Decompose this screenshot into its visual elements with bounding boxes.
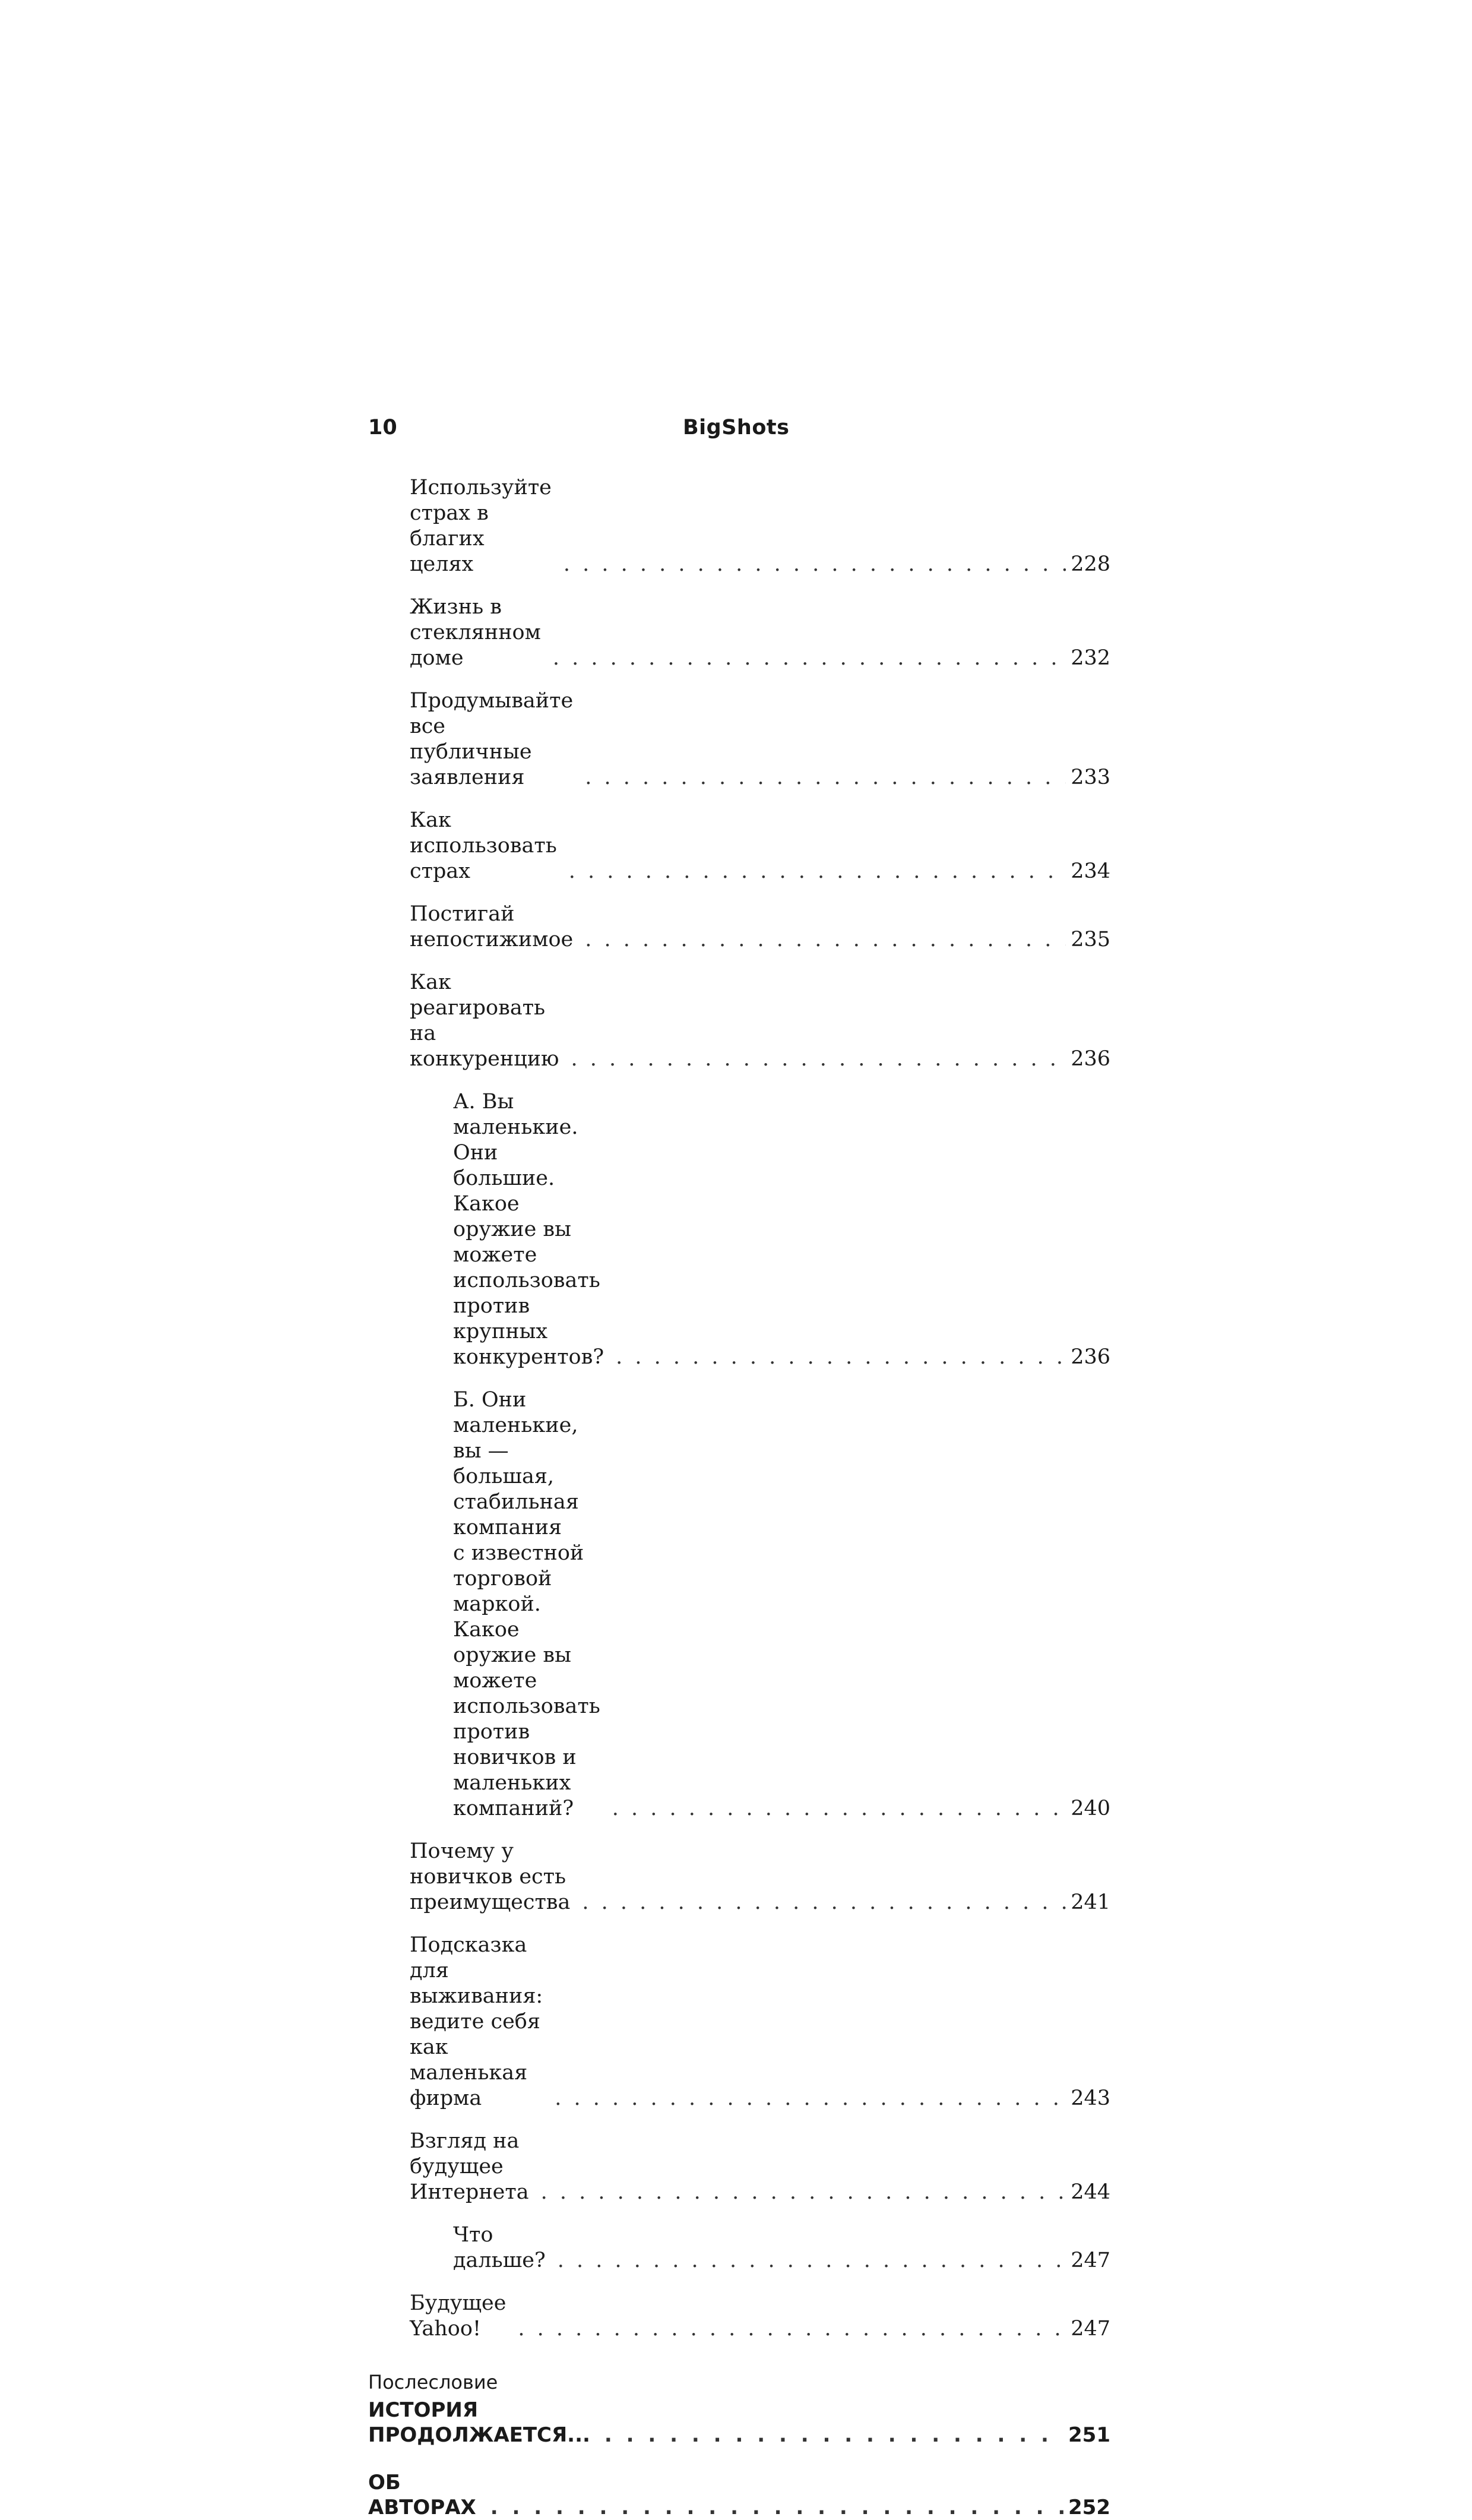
toc-entry: [368, 595, 1110, 671]
dot-leader: [564, 552, 1066, 577]
toc-entry-title: А. Вы маленькие. Они большие. Какое оружие вы можете использовать против крупных конкурентов?: [453, 1090, 604, 1369]
toc-entry: [368, 970, 1110, 1072]
dot-leader: [490, 2495, 1063, 2520]
toc-entry: [368, 688, 1110, 791]
toc-entry-title: Как реагировать на конкуренцию: [410, 970, 559, 1071]
dot-leader: [541, 2180, 1066, 2205]
toc-entry: [368, 2129, 1110, 2205]
toc-chapter-about-authors: [368, 2470, 1110, 2520]
toc-entry: [368, 902, 1110, 953]
toc-entry-title: Жизнь в стеклянном доме: [410, 595, 541, 670]
dot-leader: [553, 646, 1066, 671]
table-of-contents: [368, 475, 1110, 2520]
toc-entry-page: 232: [1071, 646, 1110, 670]
dot-leader: [555, 2086, 1066, 2111]
toc-entry-page: 252: [1068, 2496, 1110, 2519]
toc-entry: [368, 2291, 1110, 2342]
page-number: 10: [368, 416, 397, 440]
dot-leader: [582, 1890, 1066, 1915]
toc-entry-title: Постигай непостижимое: [410, 902, 574, 951]
dot-leader: [558, 2248, 1066, 2274]
toc-entry: [368, 1933, 1110, 2111]
toc-entry-title: Будущее Yahoo!: [410, 2291, 507, 2341]
dot-leader: [604, 2423, 1063, 2448]
dot-leader: [612, 1796, 1066, 1822]
running-header: [368, 416, 1110, 445]
toc-entry-title: Б. Они маленькие, вы — большая, стабильная компания с известной торговой маркой. Какое оружие вы можете использовать против новичков и маленьких компаний?: [453, 1388, 600, 1820]
toc-entry: [368, 808, 1110, 884]
toc-entry: [368, 1839, 1110, 1915]
toc-subentry: [368, 1089, 1110, 1370]
toc-entry-title: Используйте страх в благих целях: [410, 476, 552, 576]
toc-entry-page: 236: [1071, 1047, 1110, 1071]
toc-entry-page: 240: [1071, 1797, 1110, 1820]
toc-entry-page: 243: [1071, 2086, 1110, 2110]
toc-entry-page: 236: [1071, 1345, 1110, 1369]
dot-leader: [518, 2316, 1066, 2342]
toc-entry-title: Что дальше?: [453, 2223, 546, 2272]
afterword-label: Послесловие: [368, 2371, 498, 2393]
dot-leader: [571, 1046, 1066, 1072]
toc-entry-title: ИСТОРИЯ ПРОДОЛЖАЕТСЯ...: [368, 2398, 590, 2447]
toc-subentry: [368, 1387, 1110, 1822]
book-title: BigShots: [683, 416, 790, 440]
dot-leader: [585, 927, 1066, 953]
toc-entry-page: 233: [1071, 766, 1110, 789]
toc-entry-title: Почему у новичков есть преимущества: [410, 1839, 571, 1914]
toc-entry-page: 251: [1068, 2423, 1110, 2447]
toc-entry-page: 241: [1071, 1890, 1110, 1914]
toc-entry-title: ОБ АВТОРАХ: [368, 2471, 476, 2519]
toc-subentry: [368, 2222, 1110, 2274]
toc-entry-title: Подсказка для выживания: ведите себя как маленькая фирма: [410, 1933, 543, 2110]
toc-entry-page: 247: [1071, 2317, 1110, 2341]
toc-entry-page: 234: [1071, 859, 1110, 883]
toc-entry-title: Как использовать страх: [410, 808, 557, 883]
toc-entry-page: 244: [1071, 2180, 1110, 2204]
dot-leader: [616, 1345, 1066, 1370]
dot-leader: [569, 859, 1066, 884]
toc-entry-page: 235: [1071, 928, 1110, 951]
toc-entry-title: Продумывайте все публичные заявления: [410, 689, 574, 789]
toc-entry-page: 228: [1071, 552, 1110, 576]
toc-entry-title: Взгляд на будущее Интернета: [410, 2129, 529, 2204]
dot-leader: [585, 765, 1066, 791]
toc-chapter-afterword: [368, 2398, 1110, 2448]
toc-entry-page: 247: [1071, 2249, 1110, 2272]
toc-entry: [368, 475, 1110, 577]
